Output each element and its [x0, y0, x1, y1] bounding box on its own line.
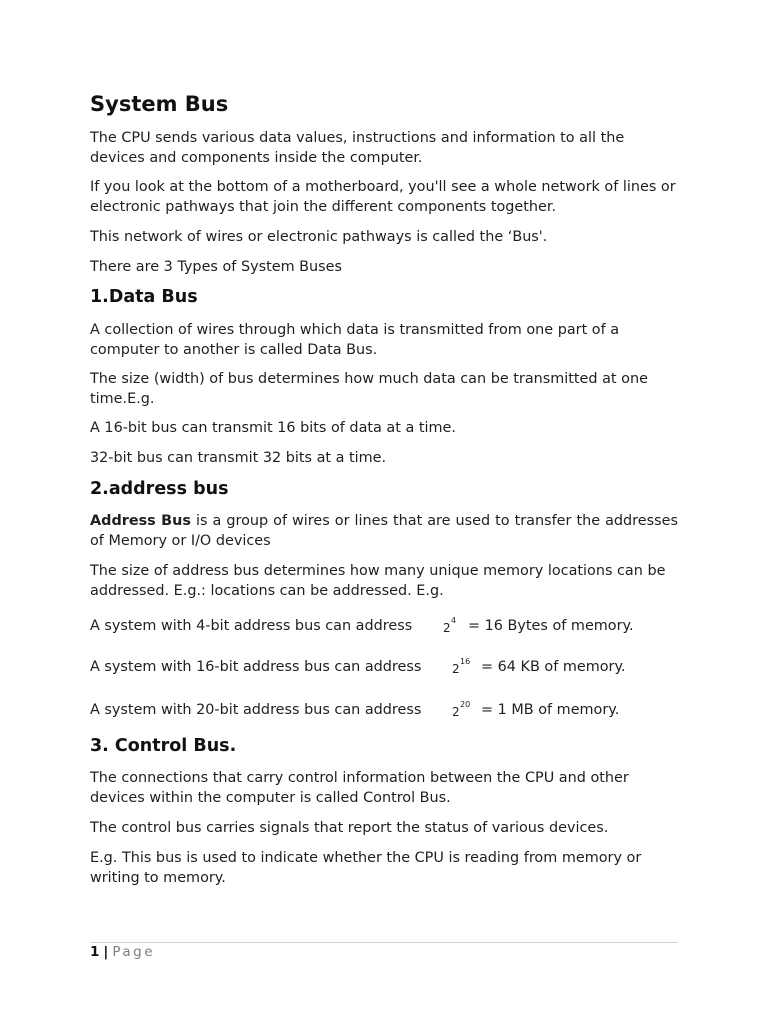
control-bus-paragraph: The control bus carries signals that report the status of various devices. [90, 820, 609, 836]
address-example-row: A system with 16-bit address bus can address 2 16 = 64 KB of memory. [90, 657, 626, 676]
address-bus-definition-text: is a group of wires or lines that are used to transfer the addresses of Memory or I/O devices [90, 513, 678, 549]
page-label: Page [112, 944, 156, 960]
control-bus-heading: 3. Control Bus. [90, 736, 237, 756]
page-number: 1 [90, 944, 100, 960]
address-bus-heading: 2.address bus [90, 479, 229, 499]
data-bus-heading: 1.Data Bus [90, 287, 198, 307]
intro-paragraph: This network of wires or electronic pathways is called the ‘Bus'. [90, 229, 548, 245]
address-bus-term: Address Bus [90, 513, 191, 529]
address-bus-definition [90, 511, 678, 551]
intro-paragraph: There are 3 Types of System Buses [90, 259, 343, 275]
document-title: System Bus [90, 92, 229, 116]
intro-paragraph: The CPU sends various data values, instructions and information to all the devices and components inside the computer. [90, 130, 625, 166]
address-example-row: A system with 4-bit address bus can address 2 4 = 16 Bytes of memory. [90, 616, 634, 635]
address-example-result: = 64 KB of memory. [481, 659, 626, 675]
address-example-result: = 16 Bytes of memory. [468, 618, 634, 634]
page-footer [90, 943, 155, 961]
data-bus-paragraph: A collection of wires through which data is transmitted from one part of a computer to another is called Data Bus. [90, 322, 620, 358]
address-example-result: = 1 MB of memory. [481, 702, 620, 718]
control-bus-paragraph: E.g. This bus is used to indicate whether the CPU is reading from memory or writing to memory. [90, 850, 642, 886]
data-bus-paragraph: 32-bit bus can transmit 32 bits at a time. [90, 450, 387, 466]
footer-separator: | [103, 944, 109, 960]
data-bus-paragraph: A 16-bit bus can transmit 16 bits of data at a time. [90, 420, 456, 436]
address-example-text: A system with 4-bit address bus can address [90, 618, 413, 634]
address-example-text: A system with 16-bit address bus can address [90, 659, 422, 675]
data-bus-paragraph: The size (width) of bus determines how much data can be transmitted at one time.E.g. [90, 371, 648, 407]
address-example-row: A system with 20-bit address bus can address 2 20 = 1 MB of memory. [90, 700, 620, 719]
footer-divider [90, 942, 678, 943]
control-bus-paragraph: The connections that carry control information between the CPU and other devices within the computer is called Control Bus. [90, 770, 629, 806]
document-page [90, 0, 678, 1024]
address-example-text: A system with 20-bit address bus can address [90, 702, 422, 718]
address-bus-size-paragraph: The size of address bus determines how many unique memory locations can be addressed. E.g.: locations can be addressed. E.g. [90, 563, 666, 599]
intro-paragraph: If you look at the bottom of a motherboard, you'll see a whole network of lines or electronic pathways that join the different components together. [90, 179, 676, 215]
